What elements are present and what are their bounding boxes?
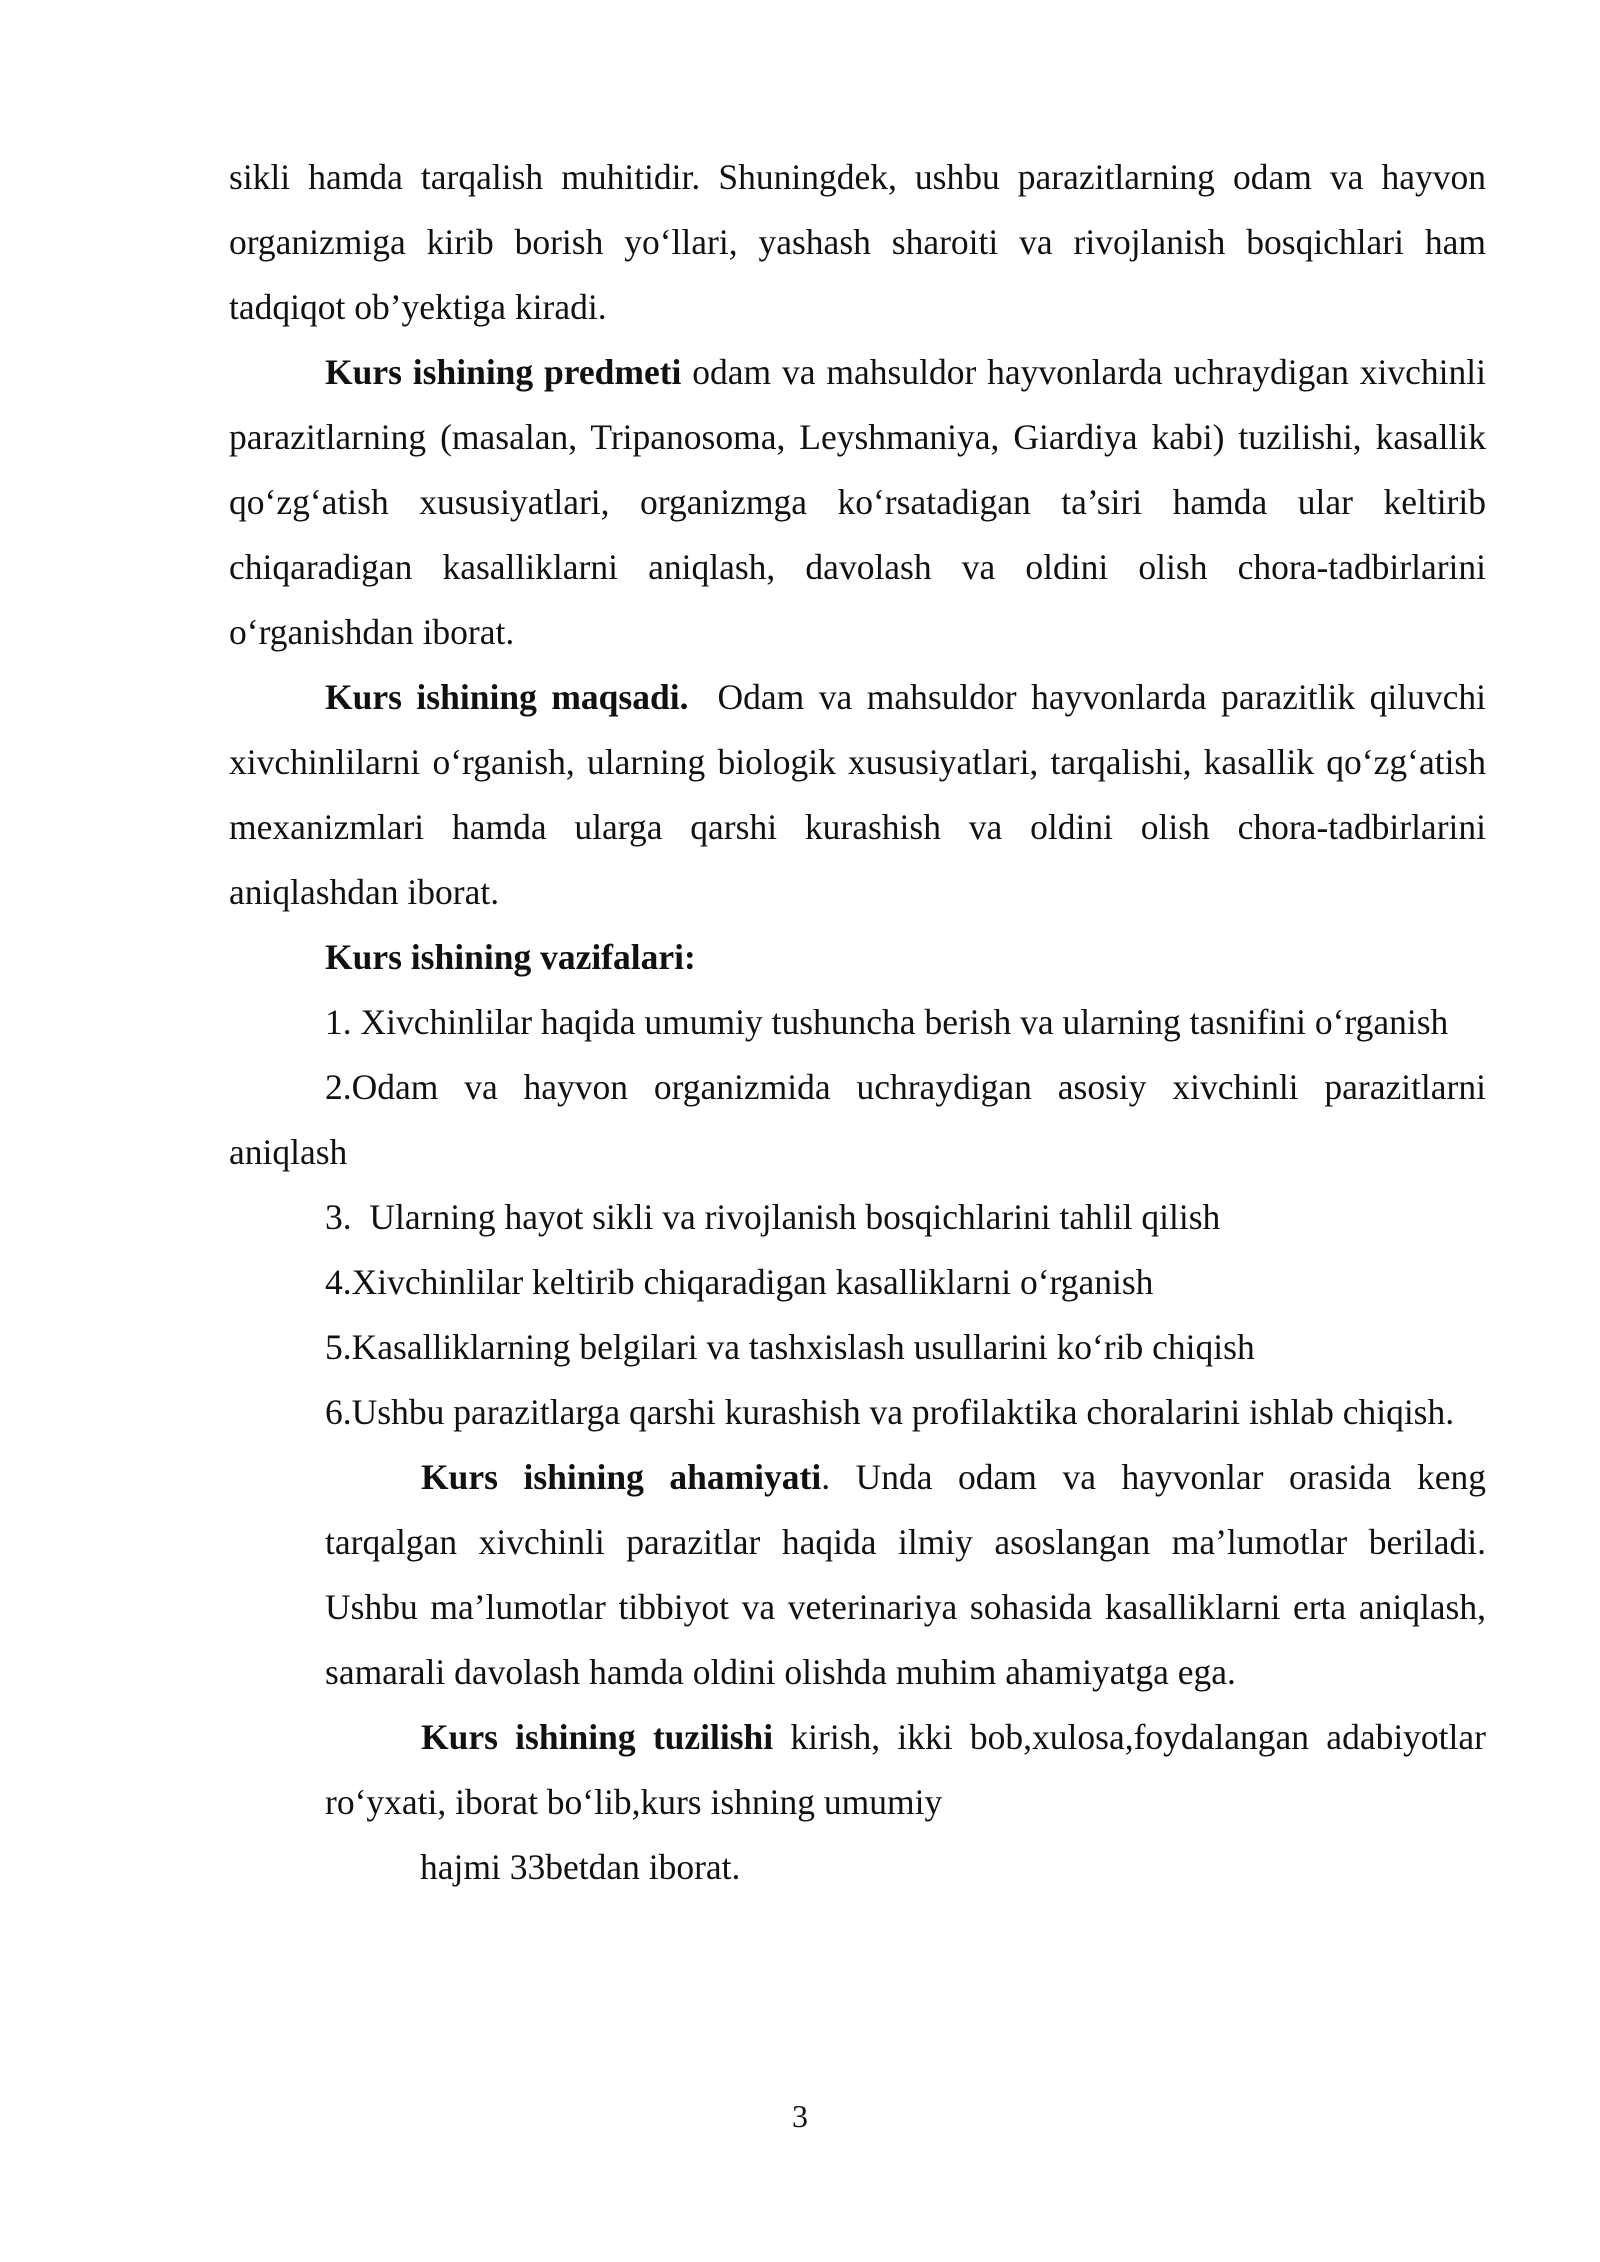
vazifa-item-1: 1. Xivchinlilar haqida umumiy tushuncha berish va ularning tasnifini o‘rganish (325, 1002, 1449, 1042)
vazifalar-heading: Kurs ishining vazifalari: (325, 937, 696, 977)
predmet-heading: Kurs ishining predmeti (325, 352, 682, 392)
vazifa-item-3: 3. Ularning hayot sikli va rivojlanish bosqichlarini tahlil qilish (325, 1197, 1221, 1237)
tuzilish-heading: Kurs ishining tuzilishi (421, 1717, 774, 1757)
tuzilish-last-line: hajmi 33betdan iborat. (420, 1847, 741, 1887)
maqsad-heading: Kurs ishining maqsadi. (325, 677, 689, 717)
vazifa-item-2: 2.Odam va hayvon organizmida uchraydigan asosiy xivchinli parazitlarni aniqlash (229, 1067, 1486, 1172)
vazifa-item-6: 6.Ushbu parazitlarga qarshi kurashish va profilaktika choralarini ishlab chiqish. (325, 1392, 1455, 1432)
tuzilish-text: kirish, ikki bob,xulosa,foydalangan adabiyotlar ro‘yxati, iborat bo‘lib,kurs ishning umumiy (325, 1717, 1486, 1822)
maqsad-text: Odam va mahsuldor hayvonlarda parazitlik qiluvchi xivchinlilarni o‘rganish, ularning biologik xususiyatlari, tarqalishi, kasallik qo‘zg‘atish mexanizmlari hamda ularga qarshi kurashish va oldini olish chora-tadbirlarini aniqlashdan iborat. (229, 677, 1495, 912)
predmet-paragraph (229, 340, 1486, 665)
maqsad-paragraph (229, 665, 1495, 925)
vazifa-item-4: 4.Xivchinlilar keltirib chiqaradigan kasalliklarni o‘rganish (325, 1262, 1154, 1302)
ahamiyat-text: . Unda odam va hayvonlar orasida keng tarqalgan xivchinli parazitlar haqida ilmiy asoslangan ma’lumotlar beriladi. Ushbu ma’lumotlar tibbiyot va veterinariya sohasida kasalliklarni erta aniqlash, samarali davolash hamda oldini olishda muhim ahamiyatga ega. (325, 1457, 1486, 1692)
ahamiyat-paragraph (229, 1445, 1486, 1705)
ahamiyat-heading: Kurs ishining ahamiyati (421, 1457, 822, 1497)
document-page (229, 145, 1495, 1900)
page-number: 3 (792, 2098, 808, 2134)
tuzilish-paragraph (229, 1705, 1486, 1835)
vazifa-item-5: 5.Kasalliklarning belgilari va tashxislash usullarini ko‘rib chiqish (325, 1327, 1255, 1367)
predmet-text: odam va mahsuldor hayvonlarda uchraydigan xivchinli parazitlarning (masalan, Tripanosoma, Leyshmaniya, Giardiya kabi) tuzilishi, kasallik qo‘zg‘atish xususiyatlari, organizmga ko‘rsatadigan ta’siri hamda ular keltirib chiqaradigan kasalliklarni aniqlash, davolash va oldini olish chora-tadbirlarini o‘rganishdan iborat. (229, 352, 1486, 652)
intro-paragraph: sikli hamda tarqalish muhitidir. Shuningdek, ushbu parazitlarning odam va hayvon organizmiga kirib borish yo‘llari, yashash sharoiti va rivojlanish bosqichlari ham tadqiqot ob’yektiga kiradi. (229, 157, 1486, 327)
vazifalar-heading-paragraph (229, 925, 1486, 990)
